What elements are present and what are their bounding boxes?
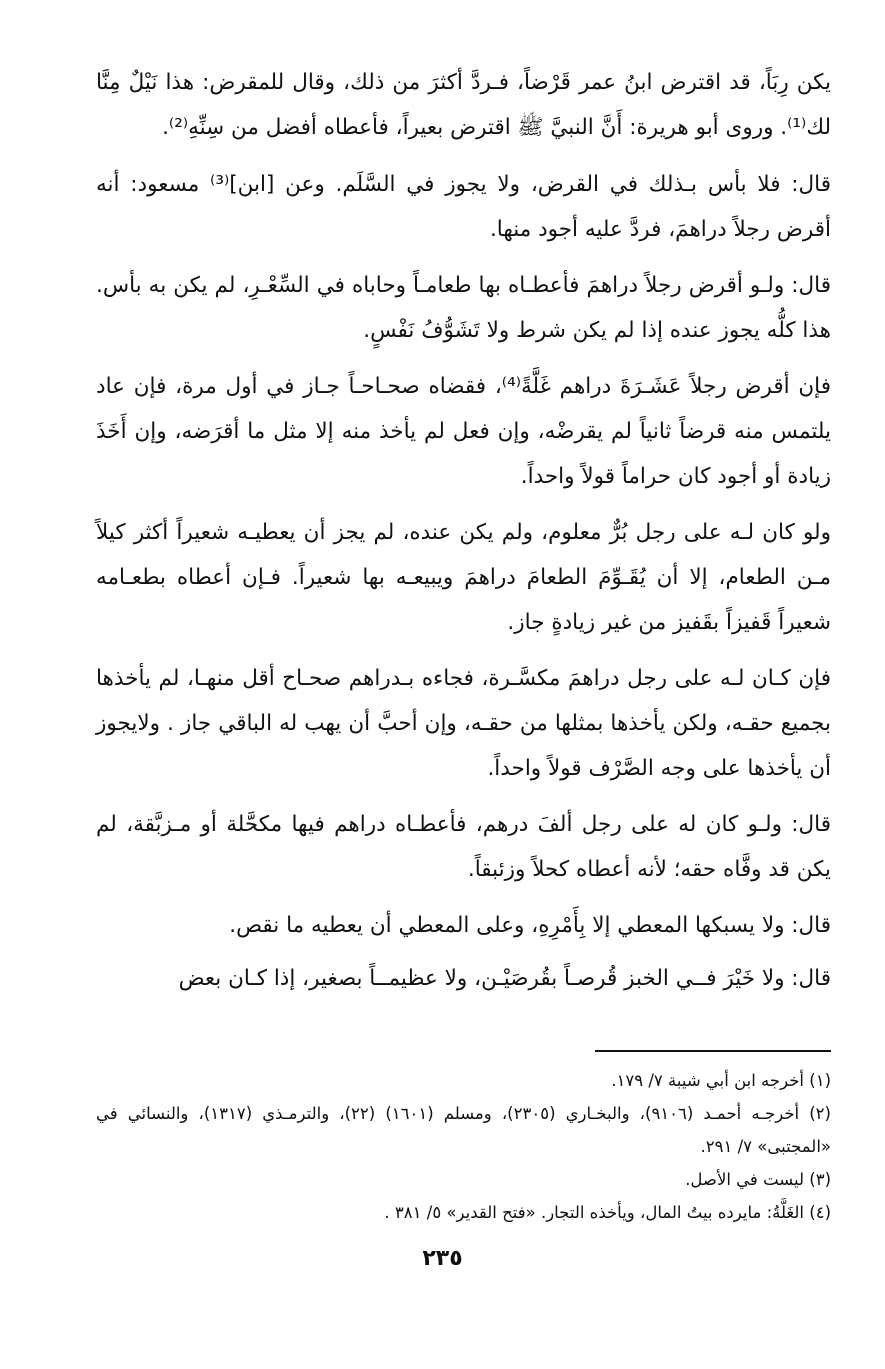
paragraph-3: قال: ولـو أقرض رجلاً دراهمَ فأعطـاه بها طعامـاً وحاباه في السِّعْـرِ، لم يكن به بأس. هذا كلُّه يجوز عنده إذا لم يكن شرط ولا تَشَوُّفُ نَفْسٍ.: [96, 273, 831, 343]
footnotes: [96, 1064, 831, 1229]
paragraph-4: فإن أقرض رجلاً عَشَـرَةَ دراهم غَلَّةً⁽⁴⁾، فقضاه صحـاحـاً جـاز في أول مرة، فإن عاد يلتمس منه قرضاً ثانياً لم يقرضْه، وإن فعل لم يأخذ منه إلا مثل ما أقرَضه، وإن أَخَذَ زيادة أو أجود كان حراماً قولاً واحداً.: [96, 374, 832, 489]
footnote-2: (٢) أخرجـه أحمـد (٩١٠٦)، والبخـاري (٢٣٠٥)، ومسلم (١٦٠١) (٢٢)، والترمـذي (١٣١٧)، والنسائي في «المجتبى» ٧/ ٢٩١.: [96, 1104, 831, 1156]
footnote-3: (٣) ليست في الأصل.: [685, 1170, 831, 1189]
footnote-1: (١) أخرجه ابن أبي شيبة ٧/ ١٧٩.: [611, 1071, 831, 1090]
paragraph-7: قال: ولـو كان له على رجل ألفَ درهم، فأعطـاه دراهم فيها مكحَّلة أو مـزبَّقة، لم يكن قد وفَّاه حقه؛ لأنه أعطاه كحلاً وزئبقاً.: [96, 812, 831, 882]
footnote-separator: [595, 1050, 831, 1052]
book-page-body: [96, 60, 831, 1001]
footnote-4: (٤) الغَلَّةُ: مايرده بيتُ المال، ويأخذه التجار. «فتح القدير» ٥/ ٣٨١ .: [384, 1203, 831, 1222]
paragraph-9: قال: ولا خَيْرَ فــي الخبز قُرصـاً بقُرصَيْـن، ولا عظيمــاً بصغير، إذا كـان بعض: [178, 966, 831, 991]
paragraph-5: ولو كان لـه على رجل بُرٌّ معلوم، ولم يكن عنده، لم يجز أن يعطيـه شعيراً أكثر كيلاً مـن الطعام، إلا أن يُقَـوِّمَ الطعامَ دراهمَ ويبيعـه بها شعيراً. فـإن أعطاه بطعـامه شعيراً قَفيزاً بقَفيز من غير زيادةٍ جاز.: [96, 520, 831, 635]
paragraph-1: يكن رِبَاً، قد اقترض ابنُ عمر قَرْضاً، فـردَّ أكثرَ من ذلك، وقال للمقرض: هذا نَيْلٌ مِنَّا لك⁽¹⁾. وروى أبو هريرة: أَنَّ النبيَّ ﷺ اقترض بعيراً، فأعطاه أفضل من سِنِّهِ⁽²⁾.: [96, 70, 831, 140]
paragraph-2: قال: فلا بأس بـذلك في القرض، ولا يجوز في السَّلَم. وعن [ابن]⁽³⁾ مسعود: أنه أقرض رجلاً دراهمَ، فردَّ عليه أجود منها.: [96, 172, 831, 242]
paragraph-6: فإن كـان لـه على رجل دراهمَ مكسَّـرة، فجاءه بـدراهم صحـاح أقل منهـا، لم يأخذها بجميع حقـه، ولكن يأخذها بمثلها من حقـه، وإن أحبَّ أن يهب له الباقي جاز . ولايجوز أن يأخذها على وجه الصَّرْف قولاً واحداً.: [96, 666, 831, 781]
paragraph-8: قال: ولا يسبكها المعطي إلا بِأَمْرِهِ، وعلى المعطي أن يعطيه ما نقص.: [229, 913, 831, 938]
page-number: ٢٣٥: [422, 1246, 463, 1271]
